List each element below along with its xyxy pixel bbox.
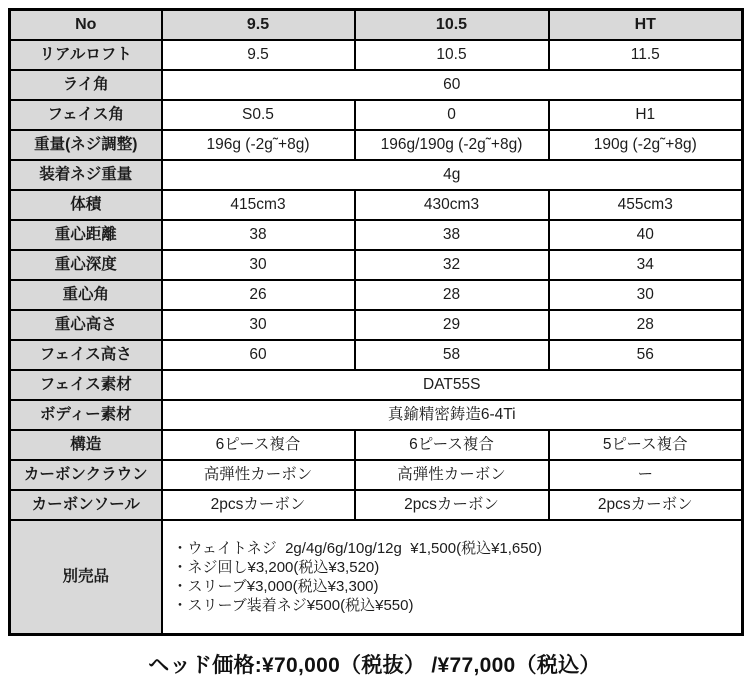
row-label: 重心距離: [10, 220, 162, 250]
table-row: [10, 220, 743, 250]
row-value: 9.5: [162, 40, 355, 70]
spec-table-header: [10, 10, 743, 41]
spec-table: [8, 8, 744, 636]
table-row: [10, 520, 743, 635]
row-label: 体積: [10, 190, 162, 220]
row-label: 別売品: [10, 520, 162, 635]
table-row: [10, 370, 743, 400]
table-row: [10, 250, 743, 280]
header-row: [10, 10, 743, 41]
spec-table-body: [10, 40, 743, 635]
row-value: 2pcsカーボン: [355, 490, 549, 520]
accessory-line: ・ウェイトネジ 2g/4g/6g/10g/12g ¥1,500(税込¥1,650): [172, 540, 542, 557]
row-label: ボディー素材: [10, 400, 162, 430]
row-value: 196g (-2g˜+8g): [162, 130, 355, 160]
row-value: 32: [355, 250, 549, 280]
row-label: ライ角: [10, 70, 162, 100]
header-cell-ht: HT: [549, 10, 743, 41]
row-label: 構造: [10, 430, 162, 460]
row-value: 6ピース複合: [162, 430, 355, 460]
table-row: [10, 280, 743, 310]
row-value: 34: [549, 250, 743, 280]
row-value: 30: [549, 280, 743, 310]
row-label: フェイス高さ: [10, 340, 162, 370]
row-value: 38: [355, 220, 549, 250]
row-value-span: DAT55S: [162, 370, 743, 400]
table-row: [10, 70, 743, 100]
row-label: 装着ネジ重量: [10, 160, 162, 190]
table-row: [10, 490, 743, 520]
row-value: 11.5: [549, 40, 743, 70]
row-label: 重心角: [10, 280, 162, 310]
table-row: [10, 400, 743, 430]
row-label: フェイス素材: [10, 370, 162, 400]
header-cell-no: No: [10, 10, 162, 41]
table-row: [10, 40, 743, 70]
row-value: 190g (-2g˜+8g): [549, 130, 743, 160]
row-value: 5ピース複合: [549, 430, 743, 460]
row-value: 高弾性カーボン: [355, 460, 549, 490]
row-value: 高弾性カーボン: [162, 460, 355, 490]
table-row: [10, 430, 743, 460]
row-value: 60: [162, 340, 355, 370]
row-value: 415cm3: [162, 190, 355, 220]
row-label: カーボンソール: [10, 490, 162, 520]
row-value: 28: [355, 280, 549, 310]
table-row: [10, 100, 743, 130]
table-row: [10, 130, 743, 160]
row-value-span: 60: [162, 70, 743, 100]
row-value: 455cm3: [549, 190, 743, 220]
table-row: [10, 460, 743, 490]
accessory-line: ・ネジ回し¥3,200(税込¥3,520): [172, 559, 380, 576]
row-value: 56: [549, 340, 743, 370]
row-value: 0: [355, 100, 549, 130]
row-value-span: 4g: [162, 160, 743, 190]
accessory-line: ・スリーブ装着ネジ¥500(税込¥550): [172, 597, 414, 614]
row-value: 29: [355, 310, 549, 340]
row-value: 38: [162, 220, 355, 250]
row-value: 2pcsカーボン: [162, 490, 355, 520]
row-label: 重心高さ: [10, 310, 162, 340]
row-value: 6ピース複合: [355, 430, 549, 460]
row-label: カーボンクラウン: [10, 460, 162, 490]
row-value: 430cm3: [355, 190, 549, 220]
table-row: [10, 190, 743, 220]
row-value: 30: [162, 250, 355, 280]
row-value: 2pcsカーボン: [549, 490, 743, 520]
row-label: 重心深度: [10, 250, 162, 280]
row-value-span: 真鍮精密鋳造6-4Ti: [162, 400, 743, 430]
table-row: [10, 340, 743, 370]
accessory-line: ・スリーブ¥3,000(税込¥3,300): [172, 578, 379, 595]
row-value: 30: [162, 310, 355, 340]
header-cell-10-5: 10.5: [355, 10, 549, 41]
row-value: 28: [549, 310, 743, 340]
row-value: 196g/190g (-2g˜+8g): [355, 130, 549, 160]
header-cell-9-5: 9.5: [162, 10, 355, 41]
row-value: 58: [355, 340, 549, 370]
table-row: [10, 160, 743, 190]
row-value: H1: [549, 100, 743, 130]
accessories-cell: [162, 520, 743, 635]
table-row: [10, 310, 743, 340]
row-value: S0.5: [162, 100, 355, 130]
row-value: 10.5: [355, 40, 549, 70]
row-value: 40: [549, 220, 743, 250]
row-label: リアルロフト: [10, 40, 162, 70]
head-price-line: ヘッド価格:¥70,000（税抜） /¥77,000（税込）: [148, 654, 601, 677]
row-value: ー: [549, 460, 743, 490]
row-label: フェイス角: [10, 100, 162, 130]
row-value: 26: [162, 280, 355, 310]
row-label: 重量(ネジ調整): [10, 130, 162, 160]
